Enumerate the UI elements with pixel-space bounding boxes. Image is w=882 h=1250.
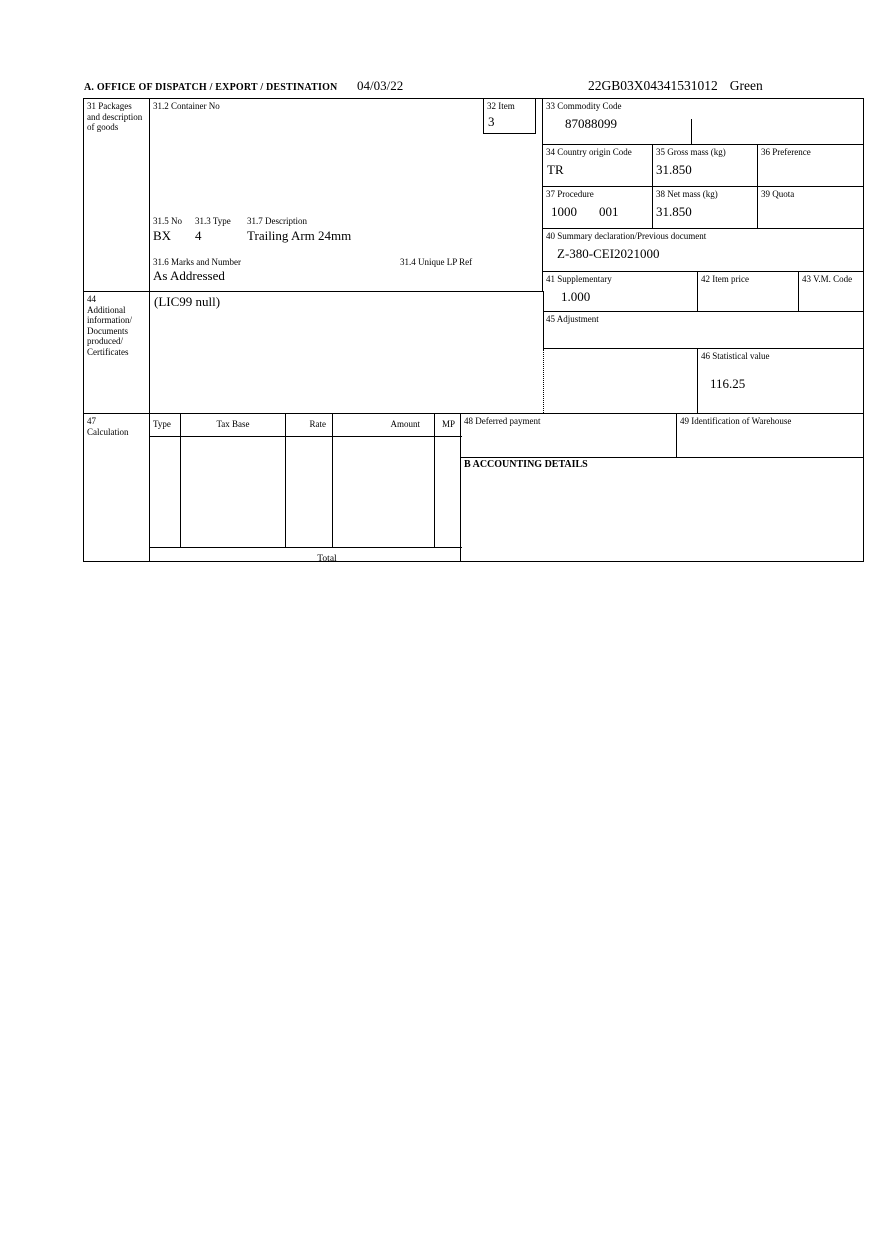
box-40-value: Z-380-CEI2021000 <box>557 245 660 261</box>
dispatch-date: 04/03/22 <box>357 78 404 93</box>
box-32-label: 32 Item <box>487 101 515 111</box>
box-34-value: TR <box>547 161 564 177</box>
box-47-caption-text <box>84 414 149 439</box>
box-44-caption-text <box>84 292 149 359</box>
box-40-label: 40 Summary declaration/Previous document <box>546 231 707 241</box>
mrn-value: 22GB03X04341531012 <box>588 78 718 93</box>
calc-header-type-label: Type <box>153 419 171 429</box>
box-46-statistical-value <box>697 349 863 413</box>
box-31-caption <box>84 99 149 291</box>
box-31-content <box>149 99 543 291</box>
box-42-label: 42 Item price <box>701 274 749 284</box>
marks-and-number-label: 31.6 Marks and Number <box>153 257 241 267</box>
box-44-caption-label: Additional information/ Documents produced/ Certificates <box>87 304 132 357</box>
box-35-gross-mass <box>652 144 757 186</box>
box-44-content <box>149 291 543 413</box>
box-42-item-price <box>697 271 798 311</box>
packages-type-value: 4 <box>195 228 202 243</box>
calc-header-mp-label: MP <box>441 419 455 429</box>
declaration-reference <box>588 78 763 94</box>
column-divider-dotted-line <box>543 349 544 413</box>
calc-body-cell-rate <box>285 437 332 547</box>
box-43-label: 43 V.M. Code <box>802 274 853 284</box>
calc-header-rate-label: Rate <box>309 419 326 429</box>
box-37-value-1: 1000 <box>551 203 577 219</box>
box-48-label: 48 Deferred payment <box>464 416 541 426</box>
calc-header-tax-base <box>180 414 285 437</box>
box-31-caption-text: 31 Packages and description of goods <box>87 101 143 132</box>
box-32-item <box>483 99 536 134</box>
box-37-label: 37 Procedure <box>546 189 594 199</box>
packages-type-label: 31.3 Type <box>195 216 231 226</box>
calculation-table <box>149 413 461 564</box>
calc-body-cell-type <box>150 437 180 547</box>
box-48-deferred-payment <box>461 413 676 457</box>
box-46-label: 46 Statistical value <box>701 351 770 361</box>
calc-total-label: Total <box>317 554 337 564</box>
box-38-value: 31.850 <box>656 203 692 219</box>
box-b-label: B ACCOUNTING DETAILS <box>464 459 588 470</box>
box-49-label: 49 Identification of Warehouse <box>680 416 792 426</box>
calc-body-cell-mp <box>434 437 462 547</box>
box-47-caption-label: Calculation <box>87 426 129 437</box>
box-34-label: 34 Country origin Code <box>546 147 632 157</box>
declaration-form-grid <box>83 98 864 562</box>
box-38-net-mass <box>652 186 757 228</box>
box-35-value: 31.850 <box>656 161 692 177</box>
box-39-label: 39 Quota <box>761 189 795 199</box>
routing-status: Green <box>729 78 763 93</box>
box-41-value: 1.000 <box>561 288 591 304</box>
box-36-label: 36 Preference <box>761 147 811 157</box>
goods-description-label: 31.7 Description <box>247 216 307 226</box>
box-38-label: 38 Net mass (kg) <box>656 189 718 199</box>
calc-header-mp <box>434 414 462 437</box>
box-49-identification-of-warehouse <box>676 413 863 457</box>
calc-header-amount <box>332 414 434 437</box>
box-44-value: (LIC99 null) <box>154 294 221 309</box>
box-41-label: 41 Supplementary <box>546 274 612 284</box>
box-32-value: 3 <box>488 113 495 129</box>
box-41-supplementary <box>543 271 697 311</box>
calc-body-cell-tax-base <box>180 437 285 547</box>
goods-description-value: Trailing Arm 24mm <box>247 228 352 243</box>
box-44-number: 44 <box>87 294 96 304</box>
box-43-vm-code <box>798 271 863 311</box>
box-33-label: 33 Commodity Code <box>546 101 622 111</box>
calc-header-type <box>150 414 180 437</box>
office-of-dispatch-label: A. OFFICE OF DISPATCH / EXPORT / DESTINATION <box>84 82 338 93</box>
box-34-country-origin-code <box>543 144 652 186</box>
packages-no-label: 31.5 No <box>153 216 182 226</box>
box-39-quota <box>757 186 863 228</box>
box-37-values <box>551 204 652 219</box>
box-46-value: 116.25 <box>710 375 746 391</box>
box-33-commodity-code <box>543 99 863 144</box>
calc-header-amount-label: Amount <box>390 419 420 429</box>
box-45-adjustment <box>543 311 863 349</box>
box-35-label: 35 Gross mass (kg) <box>656 147 726 157</box>
unique-lp-ref-label: 31.4 Unique LP Ref <box>400 257 473 267</box>
box-36-preference <box>757 144 863 186</box>
box-37-procedure <box>543 186 652 228</box>
box-33-value: 87088099 <box>565 115 617 131</box>
container-no-label: 31.2 Container No <box>153 101 220 111</box>
box-47-caption <box>84 413 149 561</box>
box-45-label: 45 Adjustment <box>546 314 599 324</box>
box-40-summary-declaration <box>543 228 863 271</box>
commodity-code-separator-line <box>691 119 692 144</box>
calc-total-row <box>150 547 462 562</box>
box-37-value-2: 001 <box>599 203 619 219</box>
calc-body-cell-amount <box>332 437 434 547</box>
box-b-accounting-details <box>461 457 863 561</box>
box-47-number: 47 <box>87 416 96 426</box>
calc-header-rate <box>285 414 332 437</box>
calc-header-tax-base-label: Tax Base <box>216 419 250 429</box>
packages-no-value: BX <box>153 228 172 243</box>
marks-and-number-value: As Addressed <box>153 268 225 283</box>
box-44-caption <box>84 291 149 413</box>
